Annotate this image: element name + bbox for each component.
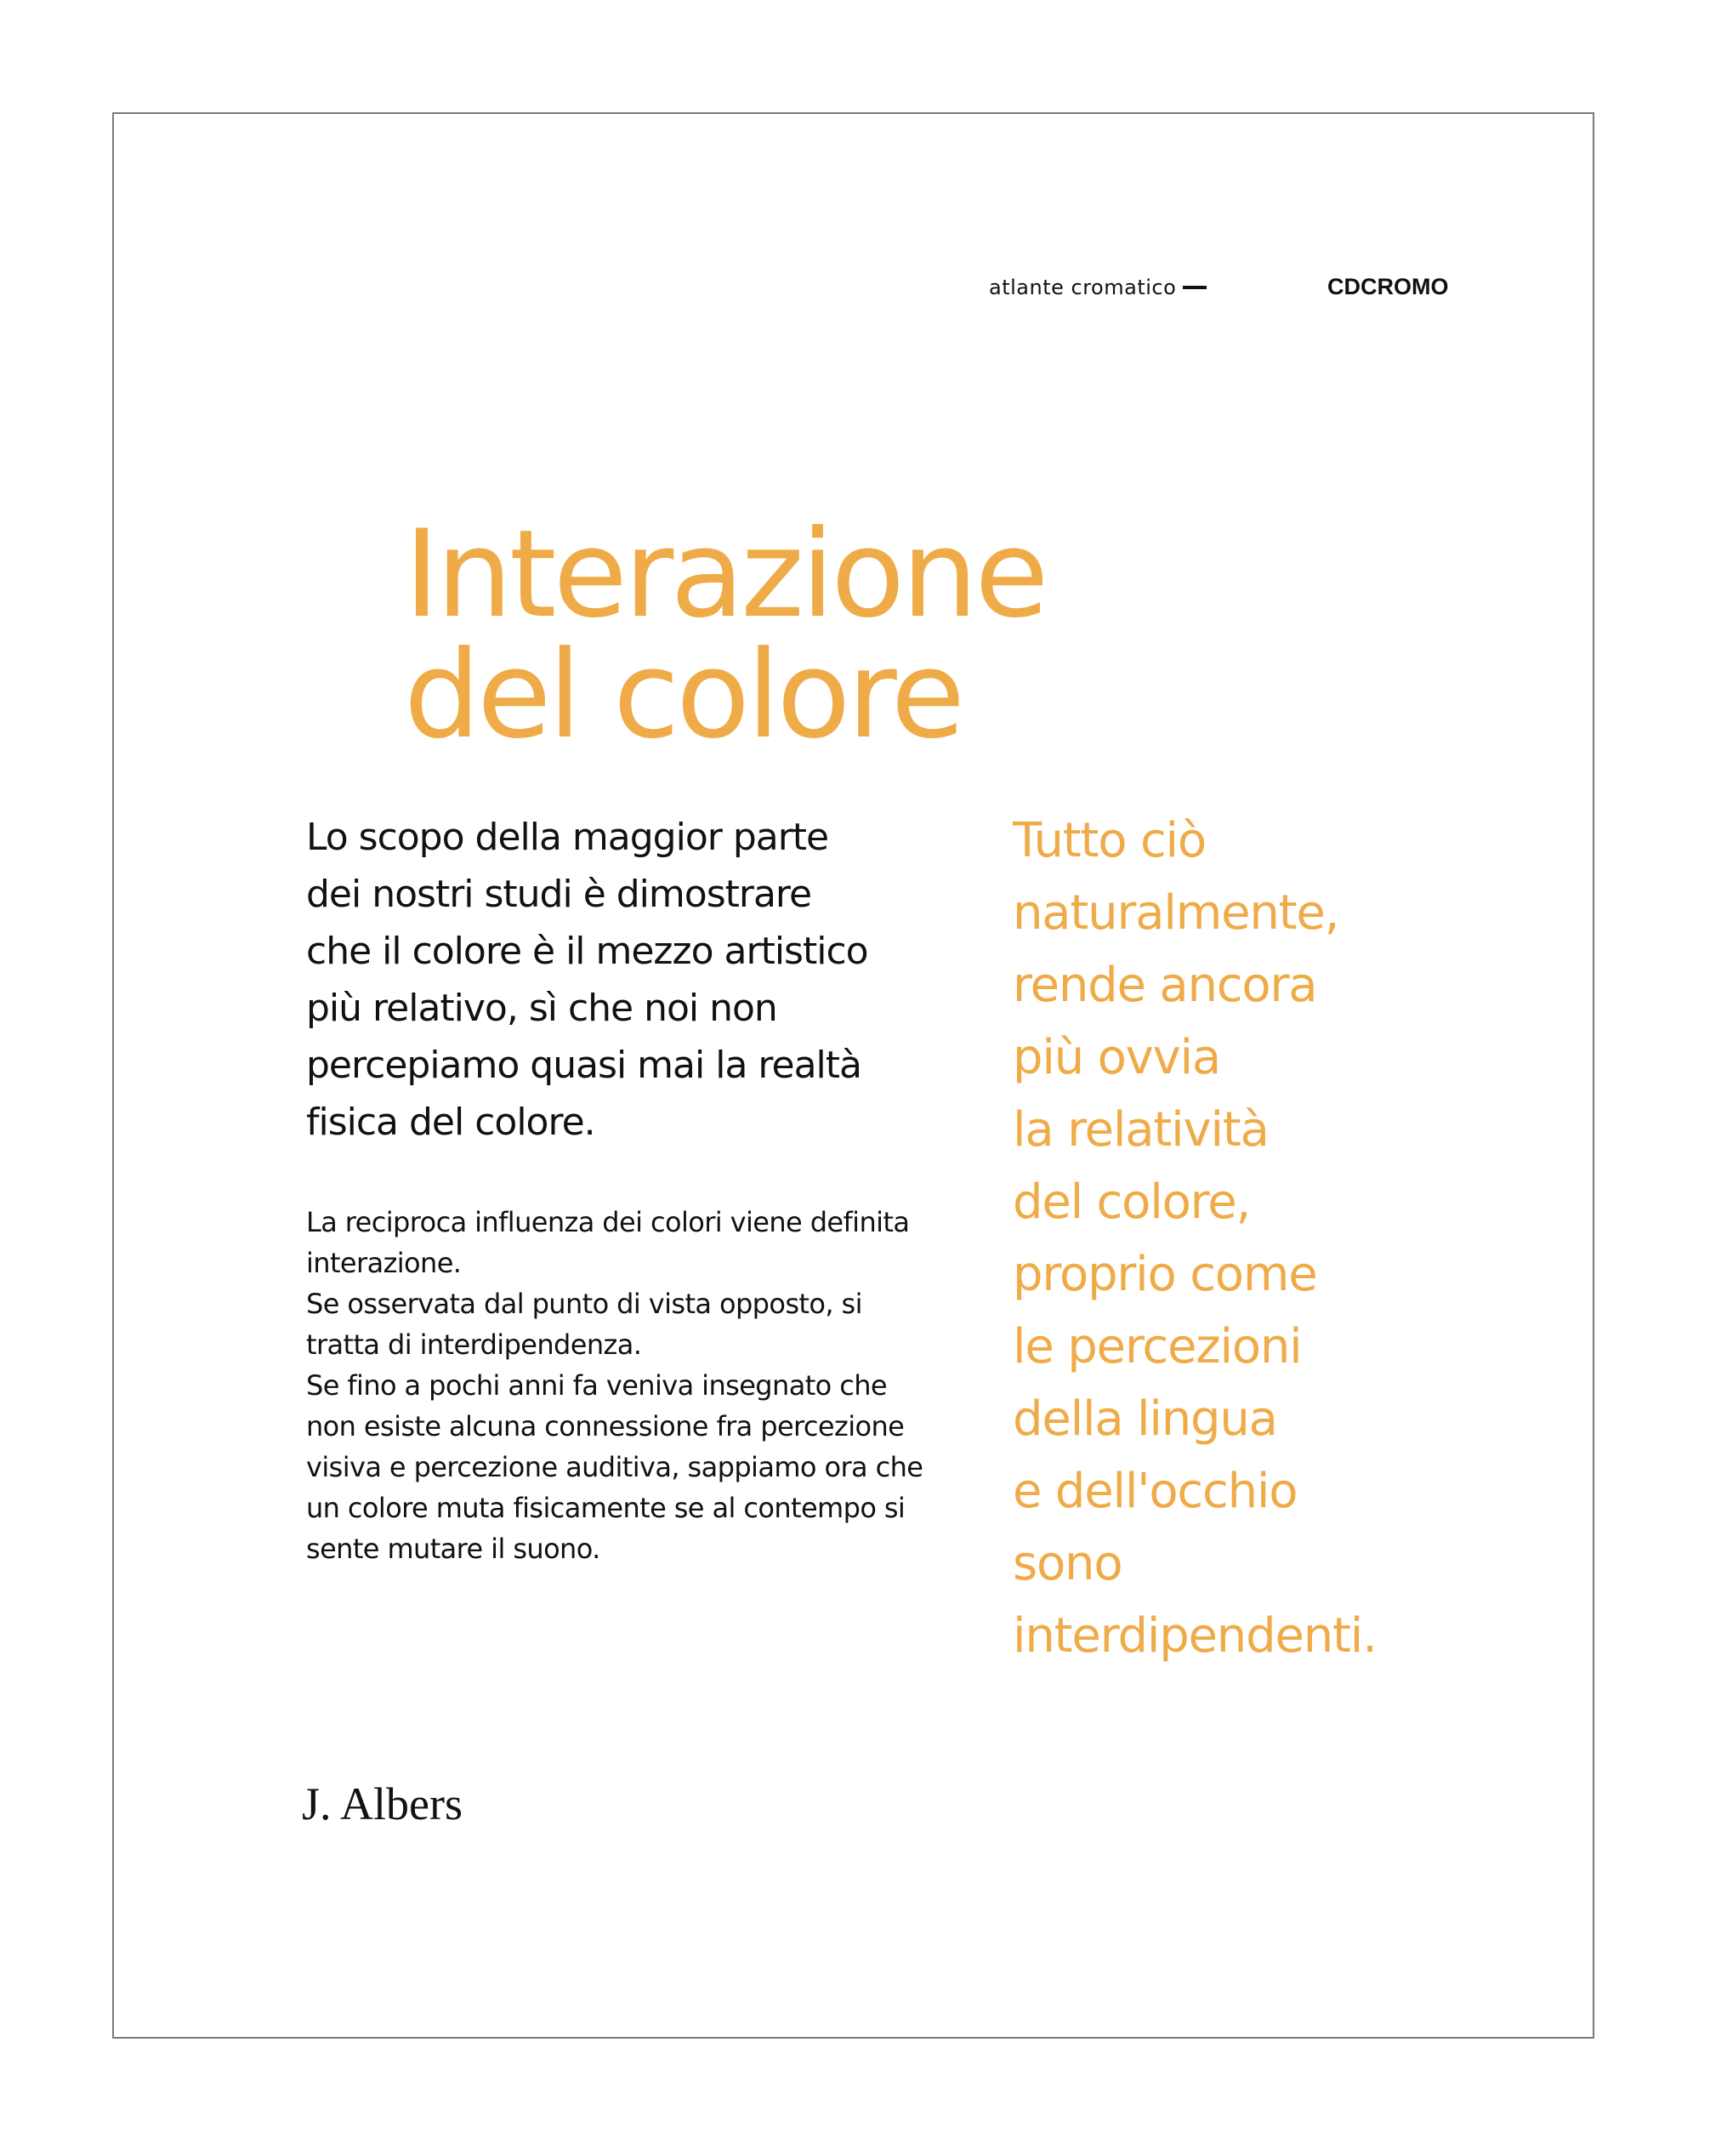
body-line: Se fino a pochi anni fa veniva insegnato che (306, 1369, 887, 1402)
quote-line: la relatività (1013, 1102, 1269, 1158)
quote-line: della lingua (1013, 1391, 1277, 1447)
quote-line: Tutto ciò (1013, 813, 1206, 868)
quote-line: le percezioni (1013, 1319, 1302, 1374)
body-line: La reciproca influenza dei colori viene definita (306, 1206, 910, 1238)
title-line: Interazione (404, 504, 1046, 645)
lead-line: fisica del colore. (306, 1101, 595, 1144)
dash-divider (1183, 286, 1207, 289)
quote-line: naturalmente, (1013, 885, 1339, 941)
quote-line: proprio come (1013, 1247, 1317, 1302)
body-line: tratta di interdipendenza. (306, 1328, 642, 1361)
lead-line: che il colore è il mezzo artistico (306, 930, 868, 973)
author-signature: J. Albers (302, 1778, 463, 1829)
quote-line: rende ancora (1013, 958, 1317, 1013)
body-line: sente mutare il suono. (306, 1533, 600, 1565)
lead-paragraph (306, 809, 952, 1151)
body-line: un colore muta fisicamente se al contempo si (306, 1492, 906, 1524)
lead-line: dei nostri studi è dimostrare (306, 873, 812, 916)
body-line: visiva e percezione auditiva, sappiamo ora che (306, 1451, 923, 1483)
lead-line: Lo scopo della maggior parte (306, 816, 829, 859)
brand-label: CDCROMO (1327, 274, 1449, 299)
quote-line: del colore, (1013, 1175, 1251, 1230)
lead-line: più relativo, sì che noi non (306, 987, 777, 1030)
quote-line: e dell'occhio (1013, 1464, 1298, 1519)
section-label-text: atlante cromatico (989, 276, 1177, 299)
quote-line: interdipendenti. (1013, 1608, 1377, 1664)
body-line: interazione. (306, 1247, 462, 1279)
quote-line: sono (1013, 1536, 1122, 1591)
lead-line: percepiamo quasi mai la realtà (306, 1044, 861, 1087)
section-label (989, 276, 1207, 299)
body-line: Se osservata dal punto di vista opposto, si (306, 1288, 862, 1320)
quote-line: più ovvia (1013, 1030, 1221, 1085)
title-line: del colore (404, 625, 962, 765)
pull-quote (1013, 805, 1523, 1672)
page-title (404, 504, 1046, 765)
body-line: non esiste alcuna connessione fra percezione (306, 1410, 905, 1442)
body-paragraph (306, 1202, 986, 1569)
